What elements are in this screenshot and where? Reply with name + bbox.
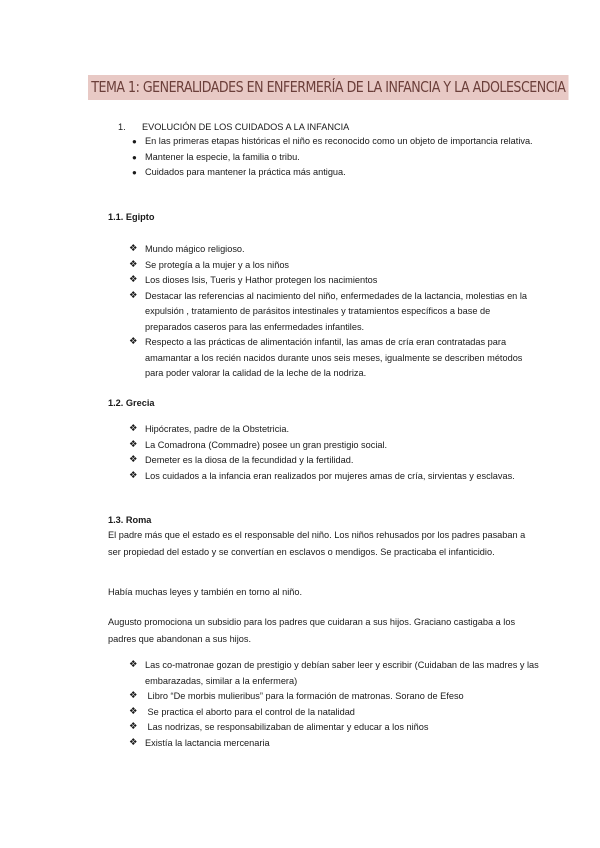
list-item: ❖ Se practica el aborto para el control de la natalidad: [145, 705, 540, 721]
roma-bullets: [129, 658, 540, 751]
list-item: ❖ Los cuidados a la infancia eran realizados por mujeres amas de cría, sirvientas y esclavas.: [145, 469, 537, 485]
list-item: ❖ Existía la lactancia mercenaria: [145, 736, 540, 752]
diamond-bullet-icon: ❖: [129, 721, 138, 732]
diamond-bullet-icon: ❖: [129, 659, 138, 670]
list-item: ● Mantener la especie, la familia o tribu.: [145, 150, 540, 166]
subsection-heading-egipto: 1.1. Egipto: [108, 212, 155, 222]
roma-paragraph: Había muchas leyes y también en torno al niño.: [108, 587, 303, 597]
list-item: ❖ Hipócrates, padre de la Obstetricia.: [145, 422, 537, 438]
list-item: ● Cuidados para mantener la práctica más antigua.: [145, 165, 540, 181]
list-item: ❖ Los dioses Isis, Tueris y Hathor protegen los nacimientos: [145, 273, 537, 289]
diamond-bullet-icon: ❖: [129, 258, 138, 270]
diamond-bullet-icon: ❖: [129, 705, 138, 717]
grecia-bullets: [129, 422, 537, 484]
list-item: ❖ Libro “De morbis mulieribus” para la formación de matronas. Sorano de Efeso: [145, 689, 540, 705]
list-item: ● En las primeras etapas históricas el niño es reconocido como un objeto de importancia relativa.: [145, 134, 540, 150]
list-item: ❖ Mundo mágico religioso.: [145, 242, 537, 258]
egipto-bullets: [129, 242, 537, 382]
list-item: ❖ Las co-matronae gozan de prestigio y debían saber leer y escribir (Cuidaban de las madres y las embarazadas, similar a la enfermera): [129, 659, 539, 686]
diamond-bullet-icon: ❖: [129, 243, 138, 254]
list-item: ❖ Las nodrizas, se responsabilizaban de alimentar y educar a los niños: [145, 720, 540, 736]
bullet-dot-icon: ●: [132, 152, 137, 162]
section1-bullets: [132, 134, 540, 181]
list-item: ❖ Respecto a las prácticas de alimentación infantil, las amas de cría eran contratadas para amamantar a los recién nacidos durante unos seis meses, igualmente se describen métodos para poder valorar la calidad de la leche de la nodriza.: [129, 336, 523, 378]
diamond-bullet-icon: ❖: [129, 469, 138, 481]
diamond-bullet-icon: ❖: [129, 289, 138, 301]
list-item: ❖ Destacar las referencias al nacimiento del niño, enfermedades de la lactancia, molestias en la expulsión , tratamiento de parásitos intestinales y tratamientos específicos a base de preparados caseros para las enfermedades infantiles.: [129, 289, 527, 332]
diamond-bullet-icon: ❖: [129, 438, 138, 450]
list-item: ❖ La Comadrona (Commadre) posee un gran prestigio social.: [145, 438, 537, 454]
subsection-heading-roma: 1.3. Roma: [108, 515, 152, 525]
section-title: EVOLUCIÓN DE LOS CUIDADOS A LA INFANCIA: [142, 122, 350, 132]
list-item: ❖ Se protegía a la mujer y a los niños: [145, 258, 537, 274]
roma-paragraph: El padre más que el estado es el responsable del niño. Los niños rehusados por los padres pasaban a ser propiedad del estado y se convertían en esclavos o mendigos. Se practicaba el infanticidio.: [108, 530, 526, 557]
subsection-heading-grecia: 1.2. Grecia: [108, 398, 155, 408]
diamond-bullet-icon: ❖: [129, 336, 138, 347]
bullet-dot-icon: ●: [132, 137, 137, 146]
title-wrap: [88, 75, 600, 100]
diamond-bullet-icon: ❖: [129, 690, 138, 701]
diamond-bullet-icon: ❖: [129, 423, 138, 434]
section-number: 1.: [118, 122, 126, 132]
diamond-bullet-icon: ❖: [129, 274, 138, 285]
diamond-bullet-icon: ❖: [129, 454, 138, 465]
page-title: TEMA 1: GENERALIDADES EN ENFERMERÍA DE LA INFANCIA Y LA ADOLESCENCIA: [88, 75, 569, 100]
bullet-dot-icon: ●: [132, 168, 137, 177]
diamond-bullet-icon: ❖: [129, 736, 138, 748]
roma-paragraph: Augusto promociona un subsidio para los padres que cuidaran a sus hijos. Graciano castigaba a los padres que abandonan a sus hijos.: [108, 617, 516, 644]
list-item: ❖ Demeter es la diosa de la fecundidad y la fertilidad.: [145, 453, 537, 469]
